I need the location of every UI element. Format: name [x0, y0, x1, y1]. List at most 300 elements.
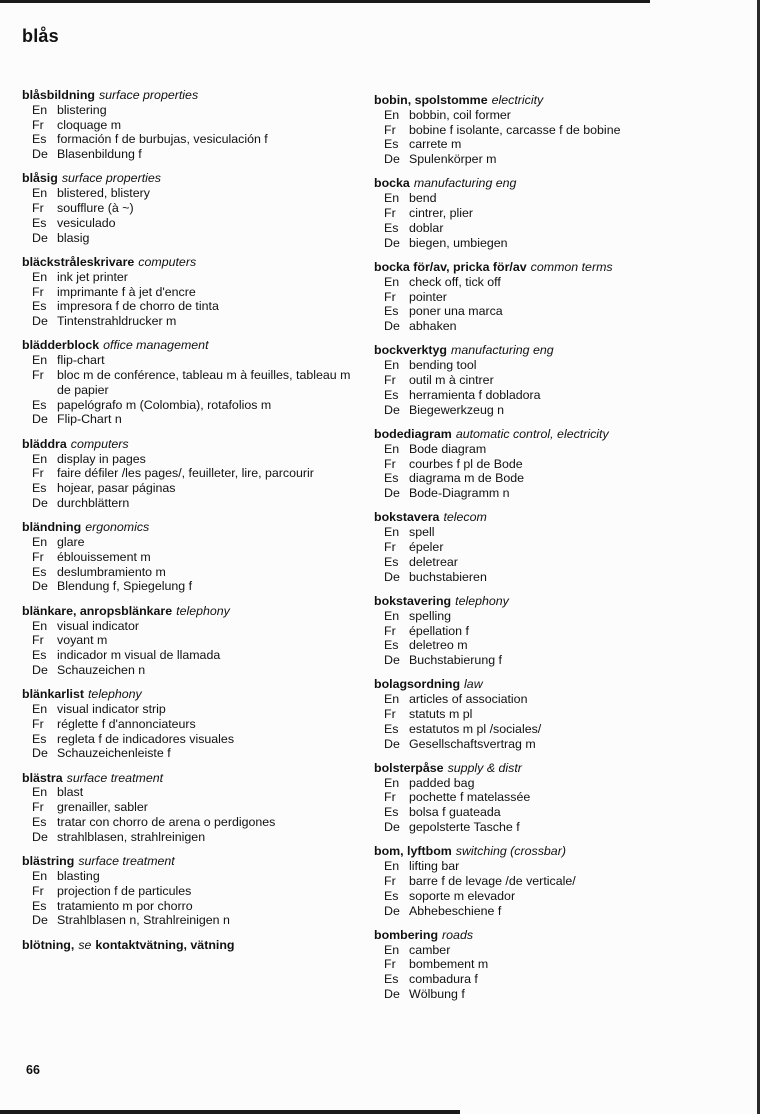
translation-text: buchstabieren: [409, 569, 487, 584]
translation-text: épellation f: [409, 623, 469, 638]
translation-text: articles of association: [409, 692, 528, 707]
headword: bokstavera: [374, 510, 440, 525]
language-code: Fr: [384, 122, 396, 137]
headword: bockverktyg: [374, 343, 448, 358]
headword: blästra: [22, 770, 63, 785]
translation-row: [374, 820, 679, 835]
language-code: En: [384, 859, 400, 874]
entry-head: [374, 594, 679, 609]
translation-row: [374, 525, 679, 540]
translation-text: strahlblasen, strahlreinigen: [57, 829, 206, 844]
translation-text: vesiculado: [57, 215, 116, 230]
translation-row: [374, 722, 679, 737]
language-code: En: [384, 191, 400, 206]
translation-row: [374, 790, 679, 805]
dictionary-entry: [22, 338, 362, 427]
headword: blåsbildning: [22, 88, 95, 102]
language-code: De: [384, 235, 400, 250]
dictionary-entry: [374, 510, 679, 584]
translation-row: [374, 555, 679, 570]
subject-domain: computers: [70, 436, 129, 451]
dictionary-entry: [374, 761, 679, 835]
subject-domain: telecom: [443, 510, 487, 525]
translation-row: [22, 800, 362, 815]
translation-text: formación f de burbujas, vesiculación f: [57, 132, 268, 147]
translation-text: grenailler, sabler: [57, 800, 148, 815]
dictionary-entry: [374, 844, 679, 918]
language-code: Fr: [384, 289, 396, 304]
translation-row: [374, 859, 679, 874]
translation-row: [374, 471, 679, 486]
dictionary-entry: [374, 928, 679, 1002]
headword: bodediagram: [374, 426, 452, 441]
language-code: Fr: [384, 456, 396, 471]
translation-row: [22, 732, 362, 747]
language-code: En: [32, 269, 48, 284]
translation-text: Wölbung f: [409, 987, 465, 1002]
subject-domain: law: [464, 677, 483, 692]
headword: bocka för/av, pricka för/av: [374, 259, 527, 274]
language-code: Fr: [32, 201, 44, 216]
translation-text: bending tool: [409, 358, 477, 373]
translation-row: [22, 815, 362, 830]
language-code: Es: [384, 805, 399, 820]
language-code: En: [32, 618, 48, 633]
language-code: Es: [384, 888, 399, 903]
subject-domain: manufacturing eng: [413, 176, 517, 191]
language-code: De: [32, 412, 48, 427]
translation-row: [22, 648, 362, 663]
language-code: Fr: [384, 706, 396, 721]
translation-row: [374, 692, 679, 707]
translation-row: [22, 201, 362, 216]
language-code: En: [384, 942, 400, 957]
language-code: En: [384, 525, 400, 540]
language-code: En: [384, 107, 400, 122]
language-code: Fr: [32, 549, 44, 564]
translation-row: [22, 785, 362, 800]
translation-text: diagrama m de Bode: [409, 471, 525, 486]
translation-text: impresora f de chorro de tinta: [57, 299, 219, 314]
dictionary-entry: [22, 687, 362, 761]
translation-text: spelling: [409, 608, 452, 623]
translation-row: [22, 619, 362, 634]
headword: bocka: [374, 176, 410, 191]
translation-text: courbes f pl de Bode: [409, 456, 523, 471]
translation-row: [22, 702, 362, 717]
translation-text: Blendung f, Spiegelung f: [57, 579, 193, 594]
entry-head: [22, 854, 362, 869]
translation-text: bloc m de conférence, tableau m à feuilles, tableau m de papier: [57, 368, 351, 397]
translation-text: Bode diagram: [409, 441, 487, 456]
translation-text: blasting: [57, 868, 100, 883]
language-code: Es: [384, 721, 399, 736]
language-code: De: [384, 402, 400, 417]
language-code: De: [384, 987, 400, 1002]
language-code: Es: [384, 387, 399, 402]
translation-row: [374, 457, 679, 472]
language-code: De: [384, 319, 400, 334]
language-code: En: [32, 785, 48, 800]
translation-row: [374, 290, 679, 305]
language-code: En: [32, 868, 48, 883]
translation-row: [22, 398, 362, 413]
translation-text: cintrer, plier: [409, 206, 474, 221]
translation-row: [374, 221, 679, 236]
translation-row: [374, 304, 679, 319]
translation-row: [374, 737, 679, 752]
language-code: Es: [384, 554, 399, 569]
dictionary-entry: [374, 427, 679, 501]
language-code: Fr: [32, 368, 44, 383]
translation-text: réglette f d'annonciateurs: [57, 716, 196, 731]
language-code: Es: [32, 132, 47, 147]
translation-text: visual indicator strip: [57, 701, 166, 716]
language-code: De: [384, 653, 400, 668]
translation-text: blasig: [57, 230, 90, 245]
language-code: Fr: [32, 716, 44, 731]
language-code: De: [384, 820, 400, 835]
cross-reference-targets: kontaktvätning, vätning: [95, 937, 235, 952]
page-number: 66: [26, 1063, 40, 1077]
entry-head: [374, 176, 679, 191]
headword: bländning: [22, 520, 82, 535]
subject-domain: surface properties: [98, 88, 199, 102]
translation-row: [374, 319, 679, 334]
translation-row: [374, 570, 679, 585]
headword: blänkarlist: [22, 687, 84, 702]
entry-head: [374, 260, 679, 275]
translation-row: [22, 481, 362, 496]
language-code: Es: [32, 397, 47, 412]
translation-row: [374, 638, 679, 653]
language-code: De: [32, 662, 48, 677]
translation-row: [374, 707, 679, 722]
entry-head: [374, 427, 679, 442]
language-code: De: [384, 569, 400, 584]
translation-row: [374, 776, 679, 791]
language-code: En: [384, 274, 400, 289]
language-code: Fr: [32, 800, 44, 815]
translation-text: projection f de particules: [57, 883, 192, 898]
language-code: Es: [384, 137, 399, 152]
translation-text: check off, tick off: [409, 274, 501, 289]
translation-text: deletrear: [409, 554, 458, 569]
translation-text: Schauzeichenleiste f: [57, 746, 171, 761]
translation-text: Schauzeichen n: [57, 662, 146, 677]
translation-row: [374, 388, 679, 403]
translation-row: [374, 609, 679, 624]
language-code: De: [384, 736, 400, 751]
translation-row: [22, 132, 362, 147]
entry-head: [22, 520, 362, 535]
translation-text: deslumbramiento m: [57, 564, 166, 579]
entry-head: [374, 928, 679, 943]
translation-text: Buchstabierung f: [409, 653, 502, 668]
language-code: Es: [32, 481, 47, 496]
translation-row: [374, 442, 679, 457]
translation-row: [22, 535, 362, 550]
translation-text: outil m à cintrer: [409, 373, 494, 388]
translation-text: soporte m elevador: [409, 888, 516, 903]
dictionary-entry: [374, 343, 679, 417]
translation-text: épeler: [409, 540, 444, 555]
translation-row: [22, 899, 362, 914]
language-code: Fr: [32, 883, 44, 898]
translation-row: [22, 314, 362, 329]
translation-text: herramienta f dobladora: [409, 387, 541, 402]
language-code: De: [32, 829, 48, 844]
dictionary-entry: [22, 854, 362, 928]
language-code: En: [384, 358, 400, 373]
headword: bläckstråleskrivare: [22, 254, 135, 269]
cross-reference: [22, 938, 362, 953]
entry-head: [22, 437, 362, 452]
dictionary-entry: [22, 255, 362, 329]
entry-head: [22, 88, 362, 103]
translation-row: [22, 452, 362, 467]
entry-head: [374, 761, 679, 776]
translation-text: hojear, pasar páginas: [57, 481, 176, 496]
translation-text: visual indicator: [57, 618, 139, 633]
language-code: Es: [32, 648, 47, 663]
dictionary-entry: [374, 594, 679, 668]
translation-text: display in pages: [57, 451, 146, 466]
translation-row: [22, 913, 362, 928]
subject-domain: surface treatment: [66, 770, 164, 785]
language-code: En: [384, 608, 400, 623]
translation-text: poner una marca: [409, 304, 503, 319]
translation-text: statuts m pl: [409, 706, 473, 721]
subject-domain: telephony: [87, 687, 142, 702]
translation-text: tratar con chorro de arena o perdigones: [57, 815, 276, 830]
translation-row: [374, 373, 679, 388]
translation-text: Flip-Chart n: [57, 412, 122, 427]
translation-text: spell: [409, 525, 435, 540]
language-code: En: [32, 535, 48, 550]
subject-domain: manufacturing eng: [451, 343, 554, 358]
translation-row: [374, 486, 679, 501]
entry-head: [22, 771, 362, 786]
translation-text: indicador m visual de llamada: [57, 648, 221, 663]
entry-head: [374, 93, 679, 108]
translation-text: flip-chart: [57, 353, 105, 368]
language-code: Fr: [384, 873, 396, 888]
entry-head: [22, 255, 362, 270]
headword: blädderblock: [22, 338, 100, 353]
translation-text: regleta f de indicadores visuales: [57, 731, 235, 746]
translation-row: [22, 231, 362, 246]
translation-row: [374, 137, 679, 152]
translation-row: [374, 358, 679, 373]
translation-text: voyant m: [57, 633, 108, 648]
translation-text: padded bag: [409, 775, 475, 790]
translation-row: [374, 108, 679, 123]
translation-text: blast: [57, 785, 84, 800]
dictionary-entry: [374, 677, 679, 751]
translation-text: papelógrafo m (Colombia), rotafolios m: [57, 397, 272, 412]
see-label: se: [78, 937, 92, 952]
translation-text: imprimante f à jet d'encre: [57, 284, 196, 299]
translation-text: gepolsterte Tasche f: [409, 820, 520, 835]
entry-head: [22, 338, 362, 353]
headword: blästring: [22, 854, 75, 869]
translation-row: [22, 103, 362, 118]
translation-row: [22, 285, 362, 300]
subject-domain: surface treatment: [78, 854, 175, 869]
translation-row: [374, 904, 679, 919]
translation-text: tratamiento m por chorro: [57, 898, 193, 913]
headword: bläddra: [22, 436, 67, 451]
subject-domain: supply & distr: [447, 760, 522, 775]
language-code: En: [32, 353, 48, 368]
translation-text: pochette f matelassée: [409, 790, 531, 805]
language-code: De: [32, 230, 48, 245]
translation-text: camber: [409, 942, 451, 957]
translation-text: estatutos m pl /sociales/: [409, 721, 542, 736]
translation-row: [22, 147, 362, 162]
language-code: De: [32, 913, 48, 928]
translation-text: Gesellschaftsvertrag m: [409, 736, 536, 751]
translation-row: [22, 565, 362, 580]
left-column: [22, 88, 362, 952]
language-code: Fr: [384, 957, 396, 972]
translation-text: glare: [57, 535, 85, 550]
translation-text: barre f de levage /de verticale/: [409, 873, 576, 888]
bottom-rule: [0, 1110, 460, 1114]
cross-reference-term: blötning,: [22, 937, 75, 952]
subject-domain: surface properties: [61, 171, 161, 186]
language-code: Es: [32, 731, 47, 746]
translation-row: [22, 663, 362, 678]
language-code: Es: [32, 898, 47, 913]
subject-domain: computers: [138, 254, 197, 269]
headword: bobin, spolstomme: [374, 93, 488, 107]
translation-row: [374, 943, 679, 958]
translation-text: Blasenbildung f: [57, 147, 142, 162]
language-code: Es: [32, 564, 47, 579]
translation-row: [374, 152, 679, 167]
translation-row: [22, 412, 362, 427]
translation-row: [22, 216, 362, 231]
subject-domain: roads: [442, 927, 474, 942]
language-code: Fr: [384, 206, 396, 221]
subject-domain: switching (crossbar): [455, 844, 566, 859]
translation-row: [22, 830, 362, 845]
language-code: En: [384, 775, 400, 790]
translation-row: [374, 972, 679, 987]
translation-row: [374, 805, 679, 820]
translation-row: [22, 353, 362, 368]
subject-domain: electricity: [491, 93, 544, 107]
translation-text: blistered, blistery: [57, 186, 150, 201]
language-code: En: [384, 692, 400, 707]
translation-text: Biegewerkzeug n: [409, 402, 505, 417]
translation-row: [22, 270, 362, 285]
translation-text: blistering: [57, 102, 107, 117]
headword: bombering: [374, 927, 439, 942]
subject-domain: automatic control, electricity: [455, 426, 609, 441]
translation-row: [374, 275, 679, 290]
subject-domain: office management: [103, 338, 209, 353]
translation-row: [22, 884, 362, 899]
translation-text: lifting bar: [409, 859, 460, 874]
language-code: Fr: [32, 284, 44, 299]
dictionary-entry: [22, 771, 362, 845]
subject-domain: ergonomics: [85, 520, 150, 535]
headword: bolagsordning: [374, 677, 461, 692]
translation-row: [374, 874, 679, 889]
language-code: De: [32, 746, 48, 761]
language-code: Es: [384, 972, 399, 987]
language-code: En: [32, 701, 48, 716]
translation-row: [22, 869, 362, 884]
translation-row: [22, 717, 362, 732]
translation-text: abhaken: [409, 319, 457, 334]
dictionary-entry: [22, 604, 362, 678]
translation-text: pointer: [409, 289, 447, 304]
translation-text: biegen, umbiegen: [409, 235, 508, 250]
translation-row: [22, 496, 362, 511]
translation-row: [374, 957, 679, 972]
language-code: Es: [384, 304, 399, 319]
translation-text: bobine f isolante, carcasse f de bobine: [409, 122, 621, 137]
translation-row: [22, 299, 362, 314]
language-code: En: [32, 186, 48, 201]
translation-text: faire défiler /les pages/, feuilleter, lire, parcourir: [57, 466, 314, 481]
dictionary-entry: [374, 176, 679, 250]
subject-domain: telephony: [455, 593, 509, 608]
language-code: Es: [384, 471, 399, 486]
translation-row: [374, 206, 679, 221]
entry-head: [374, 343, 679, 358]
language-code: Fr: [32, 466, 44, 481]
headword: blåsig: [22, 171, 58, 186]
translation-text: éblouissement m: [57, 549, 151, 564]
translation-row: [374, 123, 679, 138]
language-code: De: [384, 152, 400, 167]
entry-head: [22, 171, 362, 186]
translation-text: bobbin, coil former: [409, 107, 511, 122]
language-code: Fr: [384, 540, 396, 555]
language-code: Es: [32, 815, 47, 830]
language-code: De: [32, 495, 48, 510]
language-code: De: [32, 314, 48, 329]
translation-row: [374, 191, 679, 206]
translation-text: bend: [409, 191, 437, 206]
translation-text: ink jet printer: [57, 269, 128, 284]
translation-text: bombement m: [409, 957, 489, 972]
right-column: [374, 93, 679, 1011]
translation-text: soufflure (à ~): [57, 201, 134, 216]
dictionary-entry: [22, 437, 362, 511]
translation-row: [22, 579, 362, 594]
entry-head: [374, 844, 679, 859]
translation-text: combadura f: [409, 972, 478, 987]
translation-row: [374, 403, 679, 418]
language-code: En: [32, 102, 48, 117]
language-code: Es: [32, 299, 47, 314]
translation-row: [22, 466, 362, 481]
translation-row: [22, 746, 362, 761]
translation-row: [22, 550, 362, 565]
headword: bokstavering: [374, 593, 452, 608]
headword: bom, lyftbom: [374, 844, 452, 859]
language-code: Es: [384, 220, 399, 235]
language-code: Fr: [384, 623, 396, 638]
entry-head: [374, 677, 679, 692]
translation-text: cloquage m: [57, 117, 122, 132]
